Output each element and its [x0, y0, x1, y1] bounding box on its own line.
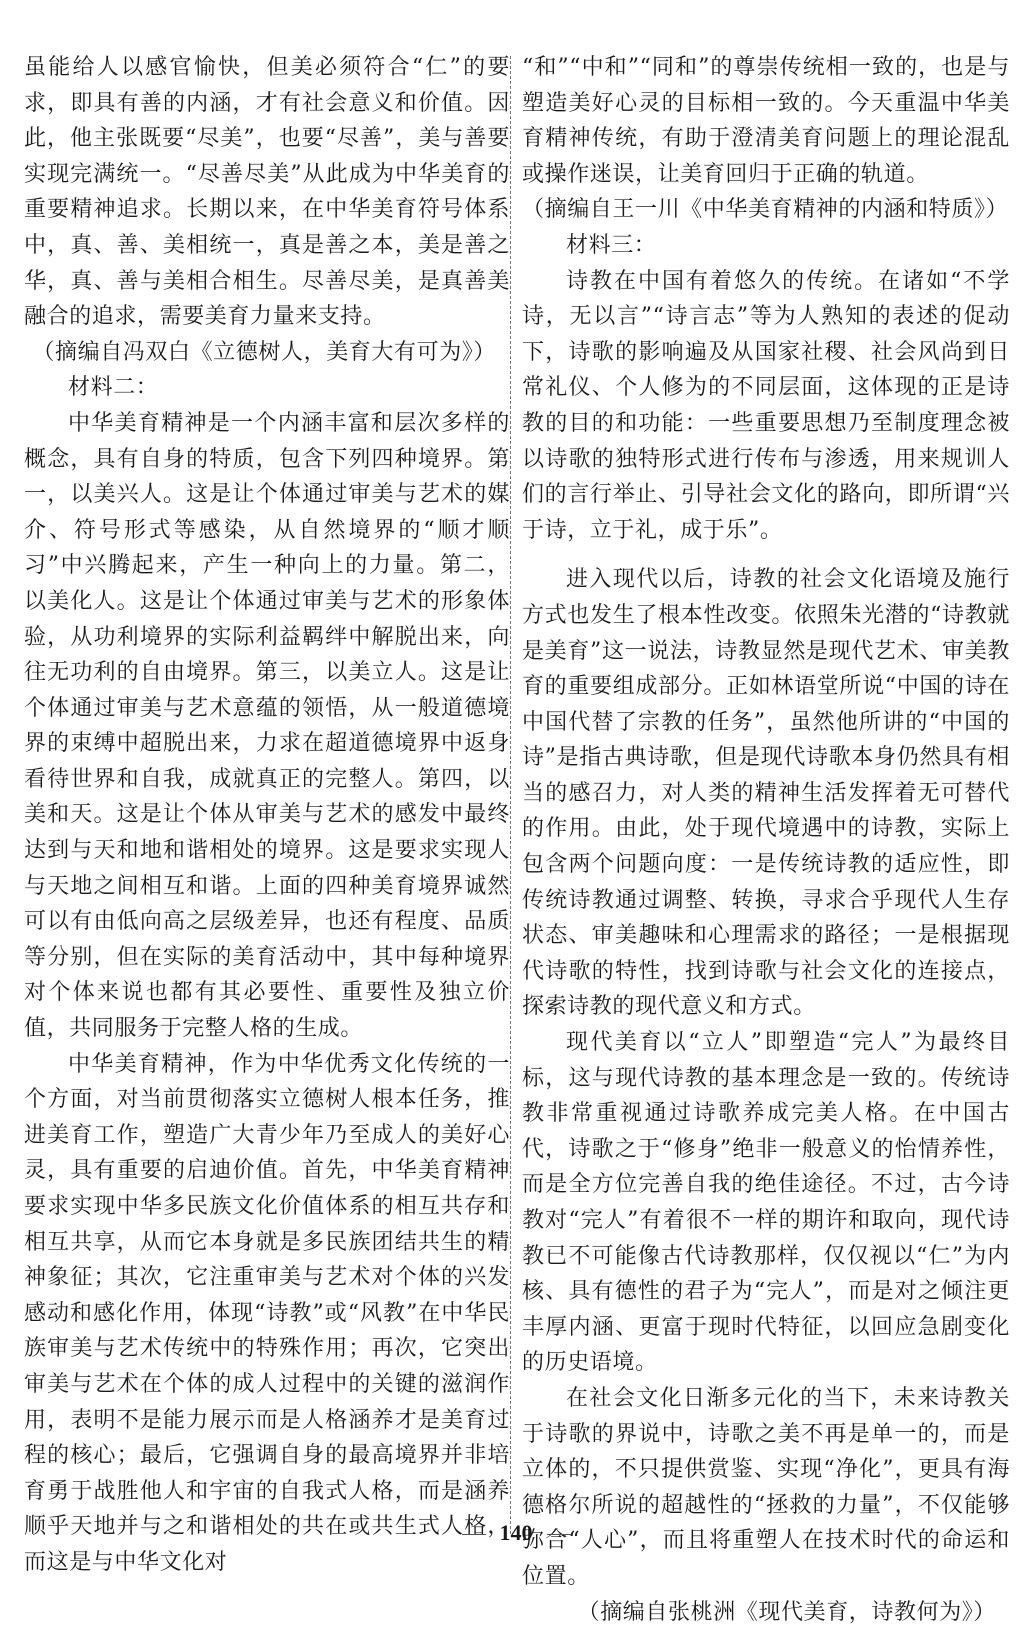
page-footer [0, 1520, 1032, 1546]
page-number: 140 [499, 1520, 533, 1545]
paragraph: 虽能给人以感官愉快，但美必须符合“仁”的要求，即具有善的内涵，才有社会意义和价值。因此，他主张既要“尽美”，也要“尽善”，美与善要实现完满统一。“尽善尽美”从此成为中华美育的重要精神追求。长期以来，在中华美育符号体系中，真、善、美相统一，真是善之本，美是善之华，真、善与美相合相生。尽善尽美，是真善美融合的追求，需要美育力量来支持。 [24, 55, 510, 330]
paragraph: 中华美育精神，作为中华优秀文化传统的一个方面，对当前贯彻落实立德树人根本任务，推进美育工作，塑造广大青少年乃至成人的美好心灵，具有重要的启迪价值。首先，中华美育精神要求实现中华多民族文化价值体系的相互共存和相互共享，从而它本身就是多民族团结共生的精神象征；其次，它注重审美与艺术对个体的兴发感动和感化作用，体现“诗教”或“风教”在中华民族审美与艺术传统中的特殊作用；再次，它突出审美与艺术在个体的成人过程中的关键的滋润作用，表明不是能力展示而是人格涵养才是美育过程的核心；最后，它强调自身的最高境界并非培育勇于战胜他人和宇宙的自我式人格，而是涵养顺乎天地并与之和谐相处的共在或共生式人格，而这是与中华文化对 [24, 1051, 510, 1575]
paragraph: 现代美育以“立人”即塑造“完人”为最终目标，这与现代诗教的基本理念是一致的。传统诗教非常重视通过诗歌养成完美人格。在中国古代，诗歌之于“修身”绝非一般意义的怡情养性，而是全方位完善自我的绝佳途径。不过，古今诗教对“完人”有着很不一样的期许和取向，现代诗教已不可能像古代诗教那样，仅仅视以“仁”为内核、具有德性的君子为“完人”，而是对之倾注更丰厚内涵、更富于现时代特征，以回应急剧变化的历史语境。 [522, 1030, 1010, 1376]
right-column [522, 50, 1010, 1630]
footer-rule-right [547, 1534, 571, 1535]
column-divider [510, 56, 511, 1534]
section-heading: 材料二： [68, 375, 159, 401]
source-citation: （摘编自冯双白《立德树人，美育大有可为》） [32, 339, 496, 365]
paragraph-gap [522, 548, 1010, 562]
footer-rule-left [462, 1534, 486, 1535]
paragraph: “和”“中和”“同和”的尊崇传统相一致的，也是与塑造美好心灵的目标相一致的。今天重温中华美育精神传统，有助于澄清美育问题上的理论混乱或操作迷误，让美育回归于正确的轨道。 [522, 55, 1010, 187]
paragraph: 中华美育精神是一个内涵丰富和层次多样的概念，具有自身的特质，包含下列四种境界。第一，以美兴人。这是让个体通过审美与艺术的媒介、符号形式等感染，从自然境界的“顺才顺习”中兴腾起来，产生一种向上的力量。第二，以美化人。这是让个体通过审美与艺术的形象体验，从功利境界的实际利益羁绊中解脱出来，向往无功利的自由境界。第三，以美立人。这是让个体通过审美与艺术意蕴的领悟，从一般道德境界的束缚中超脱出来，力求在超道德境界中返身看待世界和自我，成就真正的完整人。第四，以美和天。这是让个体从审美与艺术的感发中最终达到与天和地和谐相处的境界。这是要求实现人与天地之间相互和谐。上面的四种美育境界诚然可以有由低向高之层级差异，也还有程度、品质等分别，但在实际的美育活动中，其中每种境界对个体来说也都有其必要性、重要性及独立价值，共同服务于完整人格的生成。 [24, 410, 510, 1042]
paragraph: 在社会文化日渐多元化的当下，未来诗教关于诗歌的界说中，诗歌之美不再是单一的，而是立体的，不只提供赏鉴、实现“净化”，更具有海德格尔所说的超越性的“拯救的力量”，不仅能够弥合“人心”，而且将重塑人在技术时代的命运和位置。 [522, 1385, 1010, 1589]
paragraph: 进入现代以后，诗教的社会文化语境及施行方式也发生了根本性改变。依照朱光潜的“诗教就是美育”这一说法，诗教显然是现代艺术、审美教育的重要组成部分。正如林语堂所说“中国的诗在中国代替了宗教的任务”，虽然他所讲的“中国的诗”是指古典诗歌，但是现代诗歌本身仍然具有相当的感召力，对人类的精神生活发挥着无可替代的作用。由此，处于现代境遇中的诗教，实际上包含两个问题向度：一是传统诗教的适应性，即传统诗教通过调整、转换，寻求合乎现代人生存状态、审美趣味和心理需求的路径；一是根据现代诗歌的特性，找到诗歌与社会文化的连接点，探索诗教的现代意义和方式。 [522, 567, 1010, 1020]
left-column [24, 50, 510, 1581]
source-citation: （摘编自张桃洲《现代美育，诗教何为》） [577, 1599, 996, 1625]
source-citation: （摘编自王一川《中华美育精神的内涵和特质》） [522, 197, 1009, 223]
paragraph: 诗教在中国有着悠久的传统。在诸如“不学诗，无以言”“诗言志”等为人熟知的表述的促动下，诗歌的影响遍及从国家社稷、社会风尚到日常礼仪、个人修为的不同层面，这体现的正是诗教的目的和功能：一些重要思想乃至制度理念被以诗歌的独特形式进行传布与渗透，用来规训人们的言行举止、引导社会文化的路向，即所谓“兴于诗，立于礼，成于乐”。 [522, 268, 1010, 543]
section-heading: 材料三： [566, 232, 657, 258]
